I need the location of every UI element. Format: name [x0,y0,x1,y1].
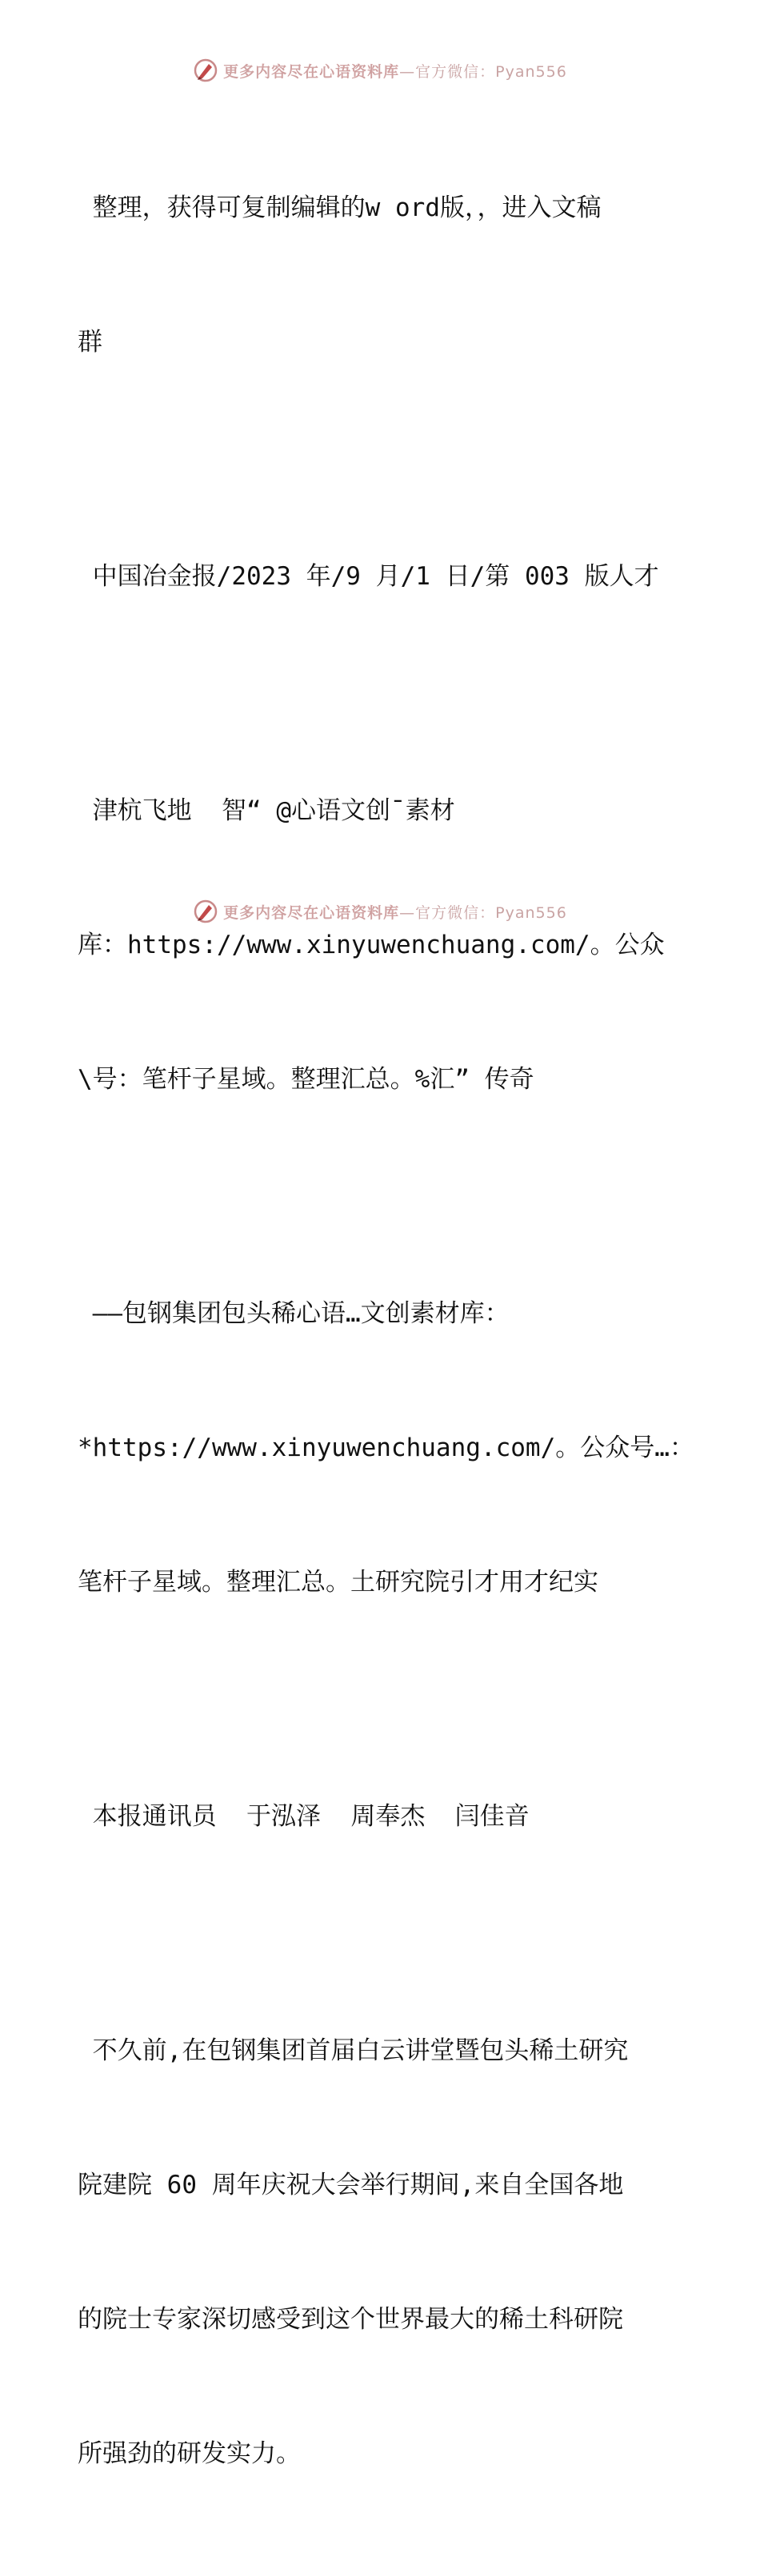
banner-contact-text: 官方微信：Pyan556 [415,903,567,922]
text-line: 整理，获得可复制编辑的w ord版，，进入文稿 [78,193,602,222]
text-line: 库：https://www.xinyuwenchuang.com/。公众 [78,931,665,959]
text-line: \号：笔杆子星域。整理汇总。%汇” 传奇 [78,1065,534,1094]
pen-logo-icon [193,58,218,83]
text-line: 不久前,在包钢集团首届白云讲堂暨包头稀土研究 [78,2036,629,2065]
paragraph-source [78,465,686,688]
paragraph-title-1 [78,699,686,1191]
header-banner [0,54,760,86]
text-line: 的院士专家深切感受到这个世界最大的稀土科研院 [78,2305,623,2334]
banner-contact-text: 官方微信：Pyan556 [415,62,567,81]
text-line: ——包钢集团包头稀心语…文创素材库： [78,1299,510,1328]
banner-main-text: 更多内容尽在心语资料库 [223,903,400,922]
text-line: 本报通讯员 于泓泽 周奉杰 闫佳音 [78,1802,530,1831]
banner-separator: — [399,62,416,81]
text-line: 群 [78,328,102,357]
paragraph-intro [78,96,686,454]
paragraph-title-2 [78,1202,694,1694]
banner-separator: — [399,903,416,922]
pen-logo-icon [193,899,218,924]
text-line: 院建院 60 周年庆祝大会举行期间,来自全国各地 [78,2171,624,2199]
paragraph-byline [78,1705,686,1928]
paragraph-body [78,1939,686,2566]
article-body [78,96,694,2576]
footer-banner [0,895,760,927]
text-line: 所强劲的研发实力。 [78,2439,301,2468]
text-line: 中国冶金报/2023 年/9 月/1 日/第 003 版人才 [78,562,659,591]
text-line: *https://www.xinyuwenchuang.com/。公众号…： [78,1434,694,1462]
text-line: 津杭飞地 智“ @心语文创¯素材 [78,796,455,825]
banner-main-text: 更多内容尽在心语资料库 [223,62,400,81]
text-line: 笔杆子星域。整理汇总。土研究院引才用才纪实 [78,1568,598,1597]
